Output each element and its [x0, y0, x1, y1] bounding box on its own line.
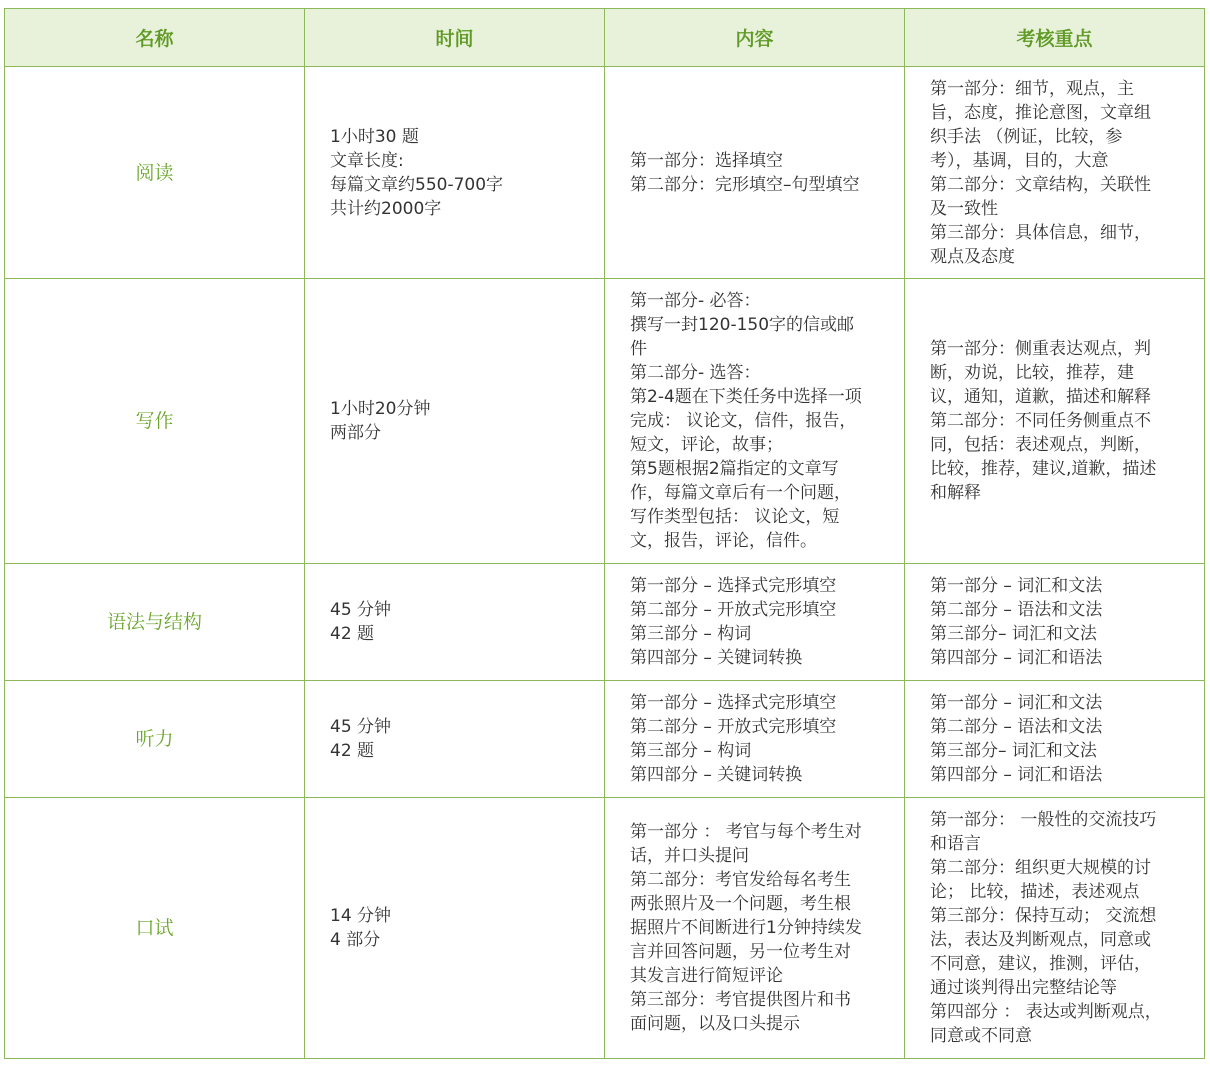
content-line: 据照片不间断进行1分钟持续发: [630, 918, 862, 938]
content-line: 第二部分 – 开放式完形填空: [630, 717, 837, 737]
focus-line: 第四部分 – 词汇和语法: [930, 648, 1103, 668]
focus-line: 比较，推荐，建议,道歉，描述: [930, 459, 1157, 479]
focus-line: 法，表达及判断观点，同意或: [930, 930, 1151, 950]
content-line: 话，并口头提问: [630, 846, 749, 866]
cell-name: 口试: [5, 798, 305, 1059]
content-line: 第二部分- 选答：: [630, 363, 761, 383]
content-line: 文，报告，评论，信件。: [630, 531, 817, 551]
focus-line: 第二部分 – 语法和文法: [930, 600, 1103, 620]
focus-line: 论； 比较，描述，表述观点: [930, 882, 1140, 902]
content-line: 第三部分 – 构词: [630, 624, 752, 644]
content-line: 件: [630, 339, 647, 359]
content-line: 第一部分：选择填空: [630, 150, 783, 171]
cell-name: 阅读: [5, 67, 305, 279]
focus-line: 第三部分：保持互动； 交流想: [930, 906, 1157, 926]
time-line: 14 分钟: [330, 906, 392, 926]
content-line: 第二部分：完形填空–句型填空: [630, 174, 860, 195]
time-line: 4 部分: [330, 930, 381, 950]
focus-line: 考），基调，目的，大意: [930, 150, 1109, 171]
cell-focus: [905, 279, 1205, 564]
focus-line: 第一部分： 一般性的交流技巧: [930, 810, 1157, 830]
exam-table: [4, 8, 1205, 1059]
cell-time: [305, 798, 605, 1059]
content-line: 第三部分：考官提供图片和书: [630, 990, 851, 1010]
time-line: 42 题: [330, 741, 375, 761]
header-row: [5, 9, 1205, 67]
cell-time: [305, 681, 605, 798]
focus-line: 第四部分 – 词汇和语法: [930, 765, 1103, 785]
cell-focus: [905, 681, 1205, 798]
content-line: 言并回答问题，另一位考生对: [630, 942, 851, 962]
content-line: 其发言进行简短评论: [630, 966, 783, 986]
focus-line: 第三部分– 词汇和文法: [930, 624, 1097, 644]
focus-line: 第三部分：具体信息，细节，: [930, 222, 1151, 243]
content-line: 面问题，以及口头提示: [630, 1014, 800, 1034]
table-row: [5, 279, 1205, 564]
focus-line: 和语言: [930, 834, 981, 854]
cell-content: [605, 798, 905, 1059]
table-row: [5, 67, 1205, 279]
focus-line: 和解释: [930, 483, 981, 503]
cell-focus: [905, 798, 1205, 1059]
cell-time: [305, 279, 605, 564]
cell-name: 语法与结构: [5, 564, 305, 681]
content-line: 两张照片及一个问题，考生根: [630, 894, 851, 914]
cell-content: [605, 564, 905, 681]
cell-name: 听力: [5, 681, 305, 798]
focus-line: 第三部分– 词汇和文法: [930, 741, 1097, 761]
content-line: 第2-4题在下类任务中选择一项: [630, 387, 862, 407]
cell-content: [605, 681, 905, 798]
time-line: 每篇文章约550-700字: [330, 174, 504, 195]
content-line: 第一部分 – 选择式完形填空: [630, 576, 837, 596]
focus-line: 织手法 （例证，比较，参: [930, 126, 1123, 147]
cell-time: [305, 564, 605, 681]
content-line: 第四部分 – 关键词转换: [630, 765, 803, 785]
cell-name: 写作: [5, 279, 305, 564]
cell-focus: [905, 564, 1205, 681]
content-line: 第5题根据2篇指定的文章写: [630, 459, 839, 479]
header-name: 名称: [5, 9, 305, 67]
table-body: [5, 67, 1205, 1059]
cell-content: [605, 67, 905, 279]
time-line: 1小时30 题: [330, 126, 419, 147]
focus-line: 第一部分 – 词汇和文法: [930, 693, 1103, 713]
focus-line: 第二部分：不同任务侧重点不: [930, 411, 1151, 431]
focus-line: 议，通知，道歉，描述和解释: [930, 387, 1151, 407]
time-line: 42 题: [330, 624, 375, 644]
content-line: 第二部分 – 开放式完形填空: [630, 600, 837, 620]
cell-focus: [905, 67, 1205, 279]
content-line: 第一部分 – 选择式完形填空: [630, 693, 837, 713]
content-line: 第三部分 – 构词: [630, 741, 752, 761]
focus-line: 通过谈判得出完整结论等: [930, 978, 1117, 998]
focus-line: 第一部分：细节，观点，主: [930, 78, 1134, 99]
content-line: 第二部分：考官发给每名考生: [630, 870, 851, 890]
time-line: 文章长度:: [330, 150, 404, 171]
content-line: 短文，评论，故事；: [630, 435, 783, 455]
focus-line: 第二部分：组织更大规模的讨: [930, 858, 1151, 878]
time-line: 共计约2000字: [330, 198, 442, 219]
focus-line: 及一致性: [930, 198, 998, 219]
header-focus: 考核重点: [905, 9, 1205, 67]
header-content: 内容: [605, 9, 905, 67]
time-line: 45 分钟: [330, 717, 392, 737]
table-row: [5, 798, 1205, 1059]
focus-line: 旨，态度，推论意图，文章组: [930, 102, 1151, 123]
focus-line: 断，劝说，比较，推荐，建: [930, 363, 1134, 383]
content-line: 作，每篇文章后有一个问题，: [630, 483, 851, 503]
time-line: 两部分: [330, 423, 381, 443]
content-line: 第一部分 ： 考官与每个考生对: [630, 822, 862, 842]
content-line: 第一部分- 必答：: [630, 291, 761, 311]
focus-line: 同，包括：表述观点，判断，: [930, 435, 1151, 455]
cell-content: [605, 279, 905, 564]
content-line: 写作类型包括： 议论文，短: [630, 507, 840, 527]
time-line: 45 分钟: [330, 600, 392, 620]
focus-line: 不同意，建议，推测，评估，: [930, 954, 1151, 974]
focus-line: 第一部分 – 词汇和文法: [930, 576, 1103, 596]
focus-line: 第一部分：侧重表达观点，判: [930, 339, 1151, 359]
content-line: 完成： 议论文，信件，报告，: [630, 411, 857, 431]
focus-line: 第四部分 ： 表达或判断观点，: [930, 1002, 1162, 1022]
focus-line: 第二部分：文章结构，关联性: [930, 174, 1151, 195]
focus-line: 同意或不同意: [930, 1026, 1032, 1046]
cell-time: [305, 67, 605, 279]
focus-line: 观点及态度: [930, 246, 1015, 267]
content-line: 第四部分 – 关键词转换: [630, 648, 803, 668]
time-line: 1小时20分钟: [330, 399, 431, 419]
table-row: [5, 564, 1205, 681]
content-line: 撰写一封120-150字的信或邮: [630, 315, 855, 335]
header-time: 时间: [305, 9, 605, 67]
table-row: [5, 681, 1205, 798]
focus-line: 第二部分 – 语法和文法: [930, 717, 1103, 737]
